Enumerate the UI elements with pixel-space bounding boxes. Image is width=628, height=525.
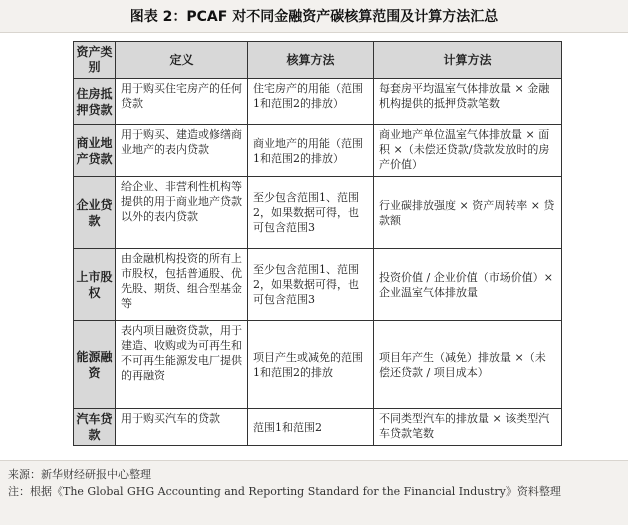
definition-cell: 用于购买、建造或修缮商业地产的表内贷款	[116, 125, 248, 177]
definition-cell: 用于购买汽车的贷款	[116, 409, 248, 446]
table-header-row	[74, 42, 562, 79]
calculation-cell: 每套房平均温室气体排放量 × 金融机构提供的抵押贷款笔数	[374, 79, 562, 125]
accounting-cell: 至少包含范围1、范围2，如果数据可得，也可包含范围3	[248, 249, 374, 321]
calculation-cell: 投资价值 / 企业价值（市场价值）× 企业温室气体排放量	[374, 249, 562, 321]
table-row	[74, 409, 562, 446]
calculation-cell: 商业地产单位温室气体排放量 × 面积 ×（未偿还贷款/贷款发放时的房产价值）	[374, 125, 562, 177]
header-accounting-method: 核算方法	[248, 42, 374, 79]
definition-cell: 给企业、非营利性机构等提供的用于商业地产贷款以外的表内贷款	[116, 177, 248, 249]
accounting-cell: 范围1和范围2	[248, 409, 374, 446]
asset-type-cell: 商业地产贷款	[74, 125, 116, 177]
accounting-cell: 住宅房产的用能（范围1和范围2的排放）	[248, 79, 374, 125]
accounting-cell: 至少包含范围1、范围2，如果数据可得，也可包含范围3	[248, 177, 374, 249]
table-area	[0, 33, 628, 460]
asset-type-cell: 能源融资	[74, 321, 116, 409]
reference-note: 注：根据《The Global GHG Accounting and Reporting Standard for the Financial Industry》资料整理	[8, 485, 561, 498]
asset-type-cell: 汽车贷款	[74, 409, 116, 446]
table-row	[74, 177, 562, 249]
pcaf-summary-table	[73, 41, 562, 446]
header-asset-type: 资产类别	[74, 42, 116, 79]
calculation-cell: 项目年产生（减免）排放量 ×（未偿还贷款 / 项目成本）	[374, 321, 562, 409]
definition-cell: 用于购买住宅房产的任何贷款	[116, 79, 248, 125]
table-row	[74, 321, 562, 409]
source-note: 来源：新华财经研报中心整理	[8, 468, 151, 481]
asset-type-cell: 企业贷款	[74, 177, 116, 249]
definition-cell: 表内项目融资贷款，用于建造、收购或为可再生和不可再生能源发电厂提供的再融资	[116, 321, 248, 409]
accounting-cell: 商业地产的用能（范围1和范围2的排放）	[248, 125, 374, 177]
header-calculation-method: 计算方法	[374, 42, 562, 79]
table-row	[74, 125, 562, 177]
accounting-cell: 项目产生或减免的范围1和范围2的排放	[248, 321, 374, 409]
asset-type-cell: 上市股权	[74, 249, 116, 321]
calculation-cell: 行业碳排放强度 × 资产周转率 × 贷款额	[374, 177, 562, 249]
figure-title: 图表 2：PCAF 对不同金融资产碳核算范围及计算方法汇总	[0, 0, 628, 33]
header-definition: 定义	[116, 42, 248, 79]
table-row	[74, 249, 562, 321]
definition-cell: 由金融机构投资的所有上市股权，包括普通股、优先股、期货、组合型基金等	[116, 249, 248, 321]
asset-type-cell: 住房抵押贷款	[74, 79, 116, 125]
table-row	[74, 79, 562, 125]
figure-footer	[0, 460, 628, 525]
calculation-cell: 不同类型汽车的排放量 × 该类型汽车贷款笔数	[374, 409, 562, 446]
